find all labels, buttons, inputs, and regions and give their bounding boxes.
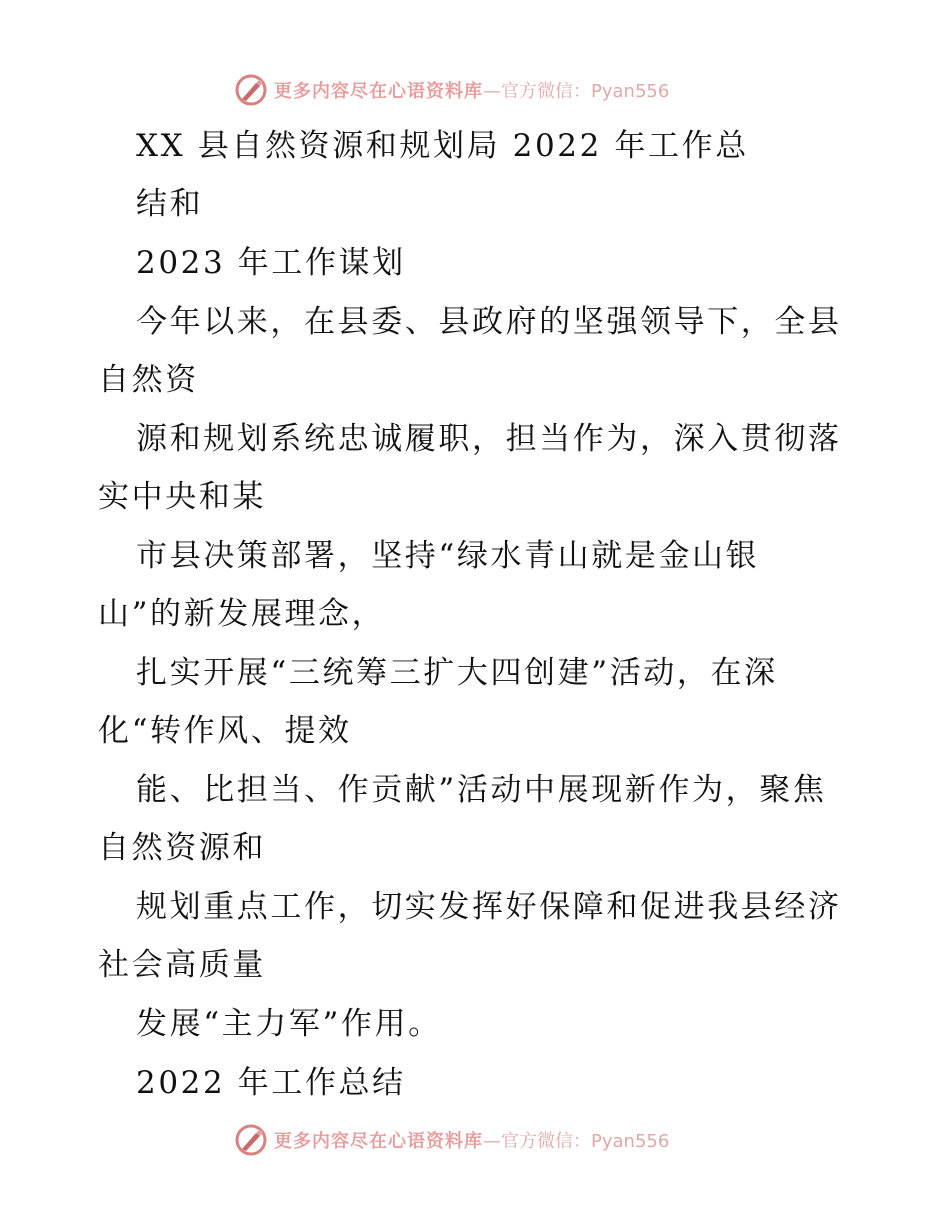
doc-title-line-2: 结和 — [136, 186, 204, 222]
watermark-sub-text: —官方微信：Pyan556 — [483, 1131, 670, 1152]
doc-line: 扎实开展“三统筹三扩大四创建”活动，在深 — [136, 655, 778, 691]
doc-line: 能、比担当、作贡献”活动中展现新作为，聚焦 — [136, 772, 827, 808]
doc-section-heading: 2022 年工作总结 — [136, 1065, 406, 1101]
footer-watermark — [234, 1122, 669, 1158]
doc-line: 自然资源和 — [98, 830, 266, 866]
doc-line: 源和规划系统忠诚履职，担当作为，深入贯彻落 — [136, 421, 842, 457]
doc-line: 市县决策部署，坚持“绿水青山就是金山银 — [136, 538, 760, 574]
doc-line: 化“转作风、提效 — [98, 713, 352, 749]
doc-line: 发展“主力军”作用。 — [136, 1006, 442, 1042]
watermark-main-text: 更多内容尽在心语资料库 — [274, 1131, 483, 1152]
pen-logo-icon — [234, 1123, 268, 1157]
doc-title-line-1: XX 县自然资源和规划局 2022 年工作总 — [136, 128, 749, 164]
doc-line: 自然资 — [98, 362, 199, 398]
watermark-sub-text: —官方微信：Pyan556 — [483, 81, 670, 102]
doc-line: 社会高质量 — [98, 947, 266, 983]
header-watermark — [234, 72, 669, 108]
pen-logo-icon — [234, 73, 268, 107]
doc-title-line-3: 2023 年工作谋划 — [136, 245, 406, 281]
watermark-main-text: 更多内容尽在心语资料库 — [274, 81, 483, 102]
doc-line: 规划重点工作，切实发挥好保障和促进我县经济 — [136, 889, 842, 925]
doc-line: 今年以来，在县委、县政府的坚强领导下，全县 — [136, 304, 842, 340]
doc-line: 山”的新发展理念， — [98, 596, 386, 632]
doc-line: 实中央和某 — [98, 479, 266, 515]
